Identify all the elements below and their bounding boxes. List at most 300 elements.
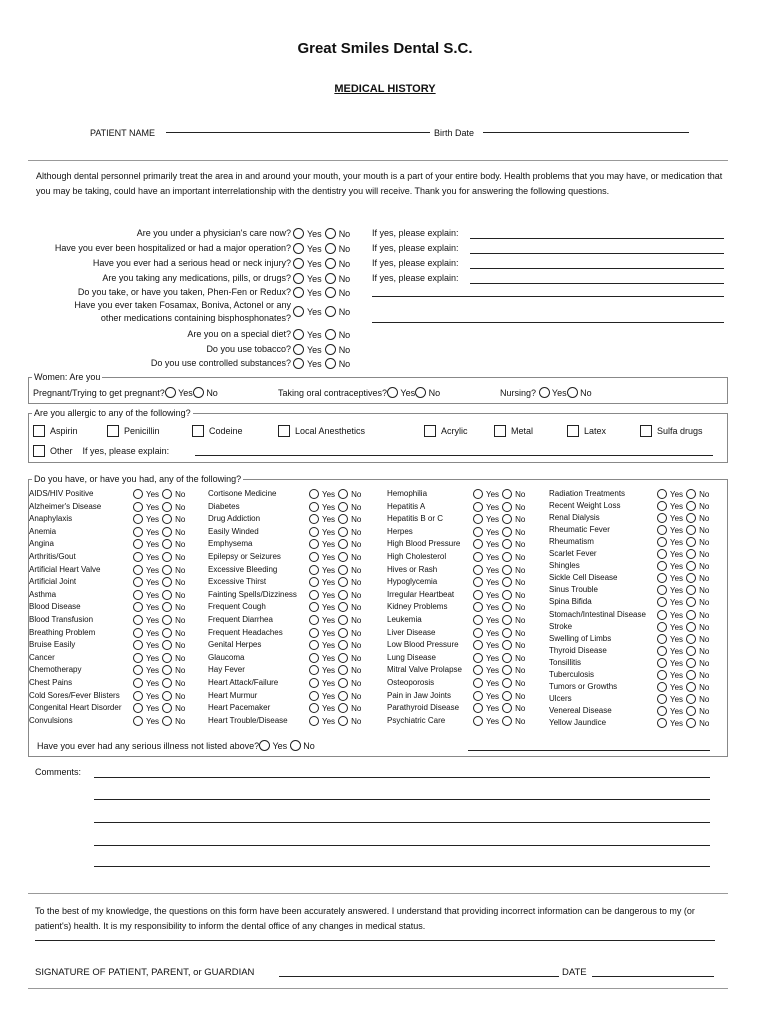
allergies-legend: Are you allergic to any of the following? (34, 408, 191, 418)
condition-no-radio[interactable] (686, 610, 696, 620)
condition-no-radio[interactable] (686, 501, 696, 511)
condition-no-radio[interactable] (502, 602, 512, 612)
condition-no-radio[interactable] (502, 703, 512, 713)
condition-yes-radio[interactable] (133, 577, 143, 587)
condition-no-radio[interactable] (162, 552, 172, 562)
condition-yes-radio[interactable] (133, 703, 143, 713)
condition-label: Mitral Valve Prolapse (387, 665, 462, 675)
condition-no-radio[interactable] (502, 539, 512, 549)
divider (28, 160, 728, 161)
yes-label: Yes (486, 490, 500, 499)
question-no-radio[interactable] (325, 258, 336, 269)
condition-no-radio[interactable] (686, 549, 696, 559)
condition-yes-radio[interactable] (133, 590, 143, 600)
yes-label: Yes (670, 514, 684, 524)
question-yes-radio[interactable] (293, 273, 304, 284)
condition-no-radio[interactable] (338, 565, 348, 575)
condition-no-radio[interactable] (338, 653, 348, 663)
condition-no-radio[interactable] (338, 577, 348, 587)
condition-yes-radio[interactable] (309, 565, 319, 575)
allergy-label: Sulfa drugs (657, 426, 703, 436)
condition-no-radio[interactable] (686, 706, 696, 716)
explain-field[interactable] (470, 253, 724, 254)
yes-label: Yes (486, 616, 500, 625)
condition-label: Hay Fever (208, 665, 245, 675)
condition-yes-radio[interactable] (473, 640, 483, 650)
condition-no-radio[interactable] (686, 561, 696, 571)
condition-no-radio[interactable] (162, 527, 172, 537)
condition-label: Pain in Jaw Joints (387, 690, 452, 700)
condition-label: Tumors or Growths (549, 681, 618, 691)
condition-yes-radio[interactable] (473, 565, 483, 575)
yes-label: Yes (670, 682, 684, 692)
contraceptives-yes-radio[interactable] (387, 387, 398, 398)
condition-yes-radio[interactable] (133, 527, 143, 537)
condition-label: Heart Pacemaker (208, 703, 271, 713)
condition-no-radio[interactable] (338, 615, 348, 625)
condition-no-radio[interactable] (338, 527, 348, 537)
condition-no-radio[interactable] (502, 527, 512, 537)
condition-yes-radio[interactable] (657, 537, 667, 547)
condition-yes-radio[interactable] (133, 565, 143, 575)
condition-no-radio[interactable] (338, 552, 348, 562)
question-yes-radio[interactable] (293, 287, 304, 298)
yes-label: Yes (322, 515, 336, 525)
no-label: No (699, 682, 710, 692)
condition-no-radio[interactable] (338, 539, 348, 549)
yes-label: Yes (307, 274, 322, 284)
condition-yes-no (657, 585, 709, 595)
condition-yes-radio[interactable] (473, 615, 483, 625)
clinic-title: Great Smiles Dental S.C. (297, 40, 473, 57)
condition-yes-radio[interactable] (309, 716, 319, 726)
condition-yes-no (657, 622, 709, 632)
no-label: No (515, 641, 526, 651)
condition-yes-radio[interactable] (473, 703, 483, 713)
question-yes-radio[interactable] (293, 258, 304, 269)
explain-field[interactable] (372, 296, 724, 297)
condition-yes-radio[interactable] (657, 682, 667, 692)
condition-yes-no (657, 537, 709, 547)
condition-label: Cancer (29, 652, 55, 662)
condition-yes-no (309, 514, 361, 524)
condition-yes-radio[interactable] (473, 602, 483, 612)
condition-no-radio[interactable] (162, 640, 172, 650)
question-no-radio[interactable] (325, 273, 336, 284)
condition-no-radio[interactable] (502, 514, 512, 524)
condition-no-radio[interactable] (686, 622, 696, 632)
condition-yes-radio[interactable] (473, 716, 483, 726)
condition-no-radio[interactable] (502, 678, 512, 688)
allergy-checkbox[interactable] (107, 425, 119, 437)
condition-yes-radio[interactable] (309, 527, 319, 537)
patient-name-field[interactable] (166, 132, 430, 133)
condition-yes-radio[interactable] (309, 577, 319, 587)
condition-yes-no (657, 670, 709, 680)
condition-yes-radio[interactable] (657, 634, 667, 644)
condition-label: Hypoglycemia (387, 577, 438, 587)
condition-no-radio[interactable] (686, 682, 696, 692)
explain-field[interactable] (470, 283, 724, 284)
condition-no-radio[interactable] (502, 552, 512, 562)
explain-label: If yes, please explain: (372, 228, 459, 238)
condition-yes-no (473, 628, 525, 638)
birth-date-label: Birth Date (434, 128, 475, 138)
condition-yes-radio[interactable] (473, 665, 483, 675)
condition-yes-radio[interactable] (473, 514, 483, 524)
condition-yes-radio[interactable] (309, 703, 319, 713)
no-label: No (351, 603, 362, 613)
condition-no-radio[interactable] (686, 718, 696, 728)
yes-label: Yes (670, 622, 684, 632)
condition-yes-radio[interactable] (133, 691, 143, 701)
condition-no-radio[interactable] (338, 590, 348, 600)
condition-no-radio[interactable] (686, 634, 696, 644)
condition-no-radio[interactable] (338, 602, 348, 612)
condition-yes-radio[interactable] (473, 489, 483, 499)
condition-no-radio[interactable] (162, 602, 172, 612)
condition-no-radio[interactable] (162, 665, 172, 675)
condition-no-radio[interactable] (162, 539, 172, 549)
condition-yes-radio[interactable] (133, 628, 143, 638)
comments-line[interactable] (94, 845, 710, 846)
condition-yes-radio[interactable] (657, 622, 667, 632)
condition-label: Leukemia (387, 615, 422, 624)
condition-yes-radio[interactable] (473, 502, 483, 512)
signature-field[interactable] (279, 976, 559, 977)
condition-no-radio[interactable] (502, 640, 512, 650)
allergy-checkbox[interactable] (33, 425, 45, 437)
condition-yes-radio[interactable] (133, 489, 143, 499)
allergy-label: Codeine (209, 426, 243, 436)
yes-label: Yes (146, 553, 160, 562)
contraceptives-no-radio[interactable] (415, 387, 426, 398)
condition-yes-radio[interactable] (309, 489, 319, 499)
condition-no-radio[interactable] (686, 513, 696, 523)
condition-yes-radio[interactable] (473, 552, 483, 562)
allergy-checkbox[interactable] (494, 425, 506, 437)
question-no-radio[interactable] (325, 358, 336, 369)
condition-no-radio[interactable] (502, 577, 512, 587)
condition-yes-radio[interactable] (473, 577, 483, 587)
yes-label: Yes (322, 578, 336, 588)
condition-no-radio[interactable] (338, 502, 348, 512)
condition-yes-radio[interactable] (133, 678, 143, 688)
condition-no-radio[interactable] (162, 502, 172, 512)
condition-no-radio[interactable] (162, 565, 172, 575)
yes-label: Yes (307, 288, 322, 298)
condition-no-radio[interactable] (338, 628, 348, 638)
comments-line[interactable] (94, 777, 710, 778)
condition-yes-radio[interactable] (309, 678, 319, 688)
condition-yes-radio[interactable] (309, 514, 319, 524)
yes-label: Yes (486, 527, 500, 537)
condition-yes-radio[interactable] (657, 706, 667, 716)
condition-yes-radio[interactable] (133, 653, 143, 663)
yes-label: Yes (486, 641, 500, 651)
question-yes-radio[interactable] (293, 228, 304, 239)
condition-yes-radio[interactable] (309, 615, 319, 625)
explain-field[interactable] (470, 238, 724, 239)
condition-no-radio[interactable] (162, 628, 172, 638)
condition-yes-radio[interactable] (133, 514, 143, 524)
condition-yes-radio[interactable] (657, 561, 667, 571)
yes-label: Yes (670, 586, 684, 596)
condition-yes-radio[interactable] (657, 670, 667, 680)
condition-no-radio[interactable] (338, 678, 348, 688)
condition-label: Fainting Spells/Dizziness (208, 589, 297, 599)
question-yes-radio[interactable] (293, 329, 304, 340)
condition-yes-radio[interactable] (473, 678, 483, 688)
no-label: No (515, 628, 526, 638)
allergy-option[interactable] (33, 425, 78, 437)
divider (28, 893, 728, 894)
condition-no-radio[interactable] (162, 590, 172, 600)
condition-no-radio[interactable] (686, 670, 696, 680)
condition-yes-no (657, 694, 709, 704)
condition-no-radio[interactable] (338, 665, 348, 675)
condition-no-radio[interactable] (502, 502, 512, 512)
condition-no-radio[interactable] (338, 691, 348, 701)
condition-no-radio[interactable] (162, 703, 172, 713)
condition-label: Diabetes (208, 501, 240, 511)
condition-yes-radio[interactable] (309, 602, 319, 612)
condition-yes-radio[interactable] (309, 552, 319, 562)
condition-yes-radio[interactable] (657, 694, 667, 704)
question-no-radio[interactable] (325, 243, 336, 254)
condition-yes-no (657, 646, 709, 656)
condition-yes-no (473, 502, 525, 512)
condition-no-radio[interactable] (686, 694, 696, 704)
condition-yes-radio[interactable] (657, 573, 667, 583)
no-label: No (175, 490, 186, 499)
condition-no-radio[interactable] (502, 628, 512, 638)
condition-yes-radio[interactable] (657, 658, 667, 668)
allergy-checkbox[interactable] (424, 425, 436, 437)
yes-label: Yes (322, 603, 336, 613)
condition-yes-no (133, 590, 185, 600)
condition-yes-radio[interactable] (133, 552, 143, 562)
question-yes-no (293, 306, 350, 317)
condition-yes-radio[interactable] (309, 590, 319, 600)
condition-yes-radio[interactable] (473, 691, 483, 701)
condition-no-radio[interactable] (338, 489, 348, 499)
condition-no-radio[interactable] (502, 565, 512, 575)
condition-no-radio[interactable] (162, 653, 172, 663)
condition-yes-no (309, 678, 361, 688)
condition-yes-no (133, 527, 185, 537)
divider (28, 988, 728, 989)
question-yes-radio[interactable] (293, 344, 304, 355)
no-label: No (338, 288, 351, 298)
condition-yes-radio[interactable] (657, 597, 667, 607)
pregnant-no-radio[interactable] (193, 387, 204, 398)
condition-no-radio[interactable] (686, 646, 696, 656)
yes-label: Yes (486, 679, 500, 688)
question-no-radio[interactable] (325, 329, 336, 340)
condition-yes-radio[interactable] (133, 716, 143, 726)
condition-label: Thyroid Disease (549, 645, 607, 655)
condition-yes-radio[interactable] (657, 646, 667, 656)
condition-yes-no (473, 678, 525, 688)
other-allergy-checkbox[interactable] (33, 445, 45, 457)
serious-illness-no-radio[interactable] (290, 740, 301, 751)
condition-yes-radio[interactable] (309, 539, 319, 549)
serious-illness-explain-field[interactable] (468, 750, 710, 751)
condition-yes-no (309, 628, 361, 638)
condition-yes-radio[interactable] (309, 502, 319, 512)
condition-yes-radio[interactable] (133, 640, 143, 650)
no-label: No (699, 658, 710, 668)
condition-yes-no (309, 527, 361, 537)
condition-label: High Cholesterol (387, 552, 447, 561)
condition-yes-radio[interactable] (657, 610, 667, 620)
condition-no-radio[interactable] (338, 703, 348, 713)
condition-yes-no (309, 691, 361, 701)
condition-yes-no (473, 602, 525, 612)
condition-label: Renal Dialysis (549, 513, 600, 523)
question-no-radio[interactable] (325, 344, 336, 355)
condition-no-radio[interactable] (502, 653, 512, 663)
question-yes-radio[interactable] (293, 358, 304, 369)
allergy-option[interactable] (192, 425, 243, 437)
condition-no-radio[interactable] (338, 716, 348, 726)
condition-yes-radio[interactable] (657, 549, 667, 559)
allergy-option[interactable] (494, 425, 533, 437)
condition-no-radio[interactable] (162, 691, 172, 701)
condition-yes-no (657, 682, 709, 692)
yes-label: Yes (178, 388, 193, 398)
condition-no-radio[interactable] (502, 691, 512, 701)
condition-no-radio[interactable] (686, 585, 696, 595)
condition-yes-radio[interactable] (473, 628, 483, 638)
condition-no-radio[interactable] (686, 658, 696, 668)
condition-no-radio[interactable] (162, 678, 172, 688)
condition-yes-no (309, 552, 361, 562)
condition-yes-radio[interactable] (309, 653, 319, 663)
yes-label: Yes (670, 538, 684, 548)
nursing-no-radio[interactable] (567, 387, 578, 398)
condition-no-radio[interactable] (502, 615, 512, 625)
condition-yes-radio[interactable] (657, 585, 667, 595)
condition-yes-radio[interactable] (309, 665, 319, 675)
condition-yes-radio[interactable] (309, 628, 319, 638)
comments-line[interactable] (94, 866, 710, 867)
condition-no-radio[interactable] (162, 716, 172, 726)
question-yes-no (293, 287, 350, 298)
allergy-option[interactable] (640, 425, 703, 437)
condition-no-radio[interactable] (686, 489, 696, 499)
condition-yes-no (309, 539, 361, 549)
question-yes-no (293, 273, 350, 284)
birth-date-field[interactable] (483, 132, 689, 133)
condition-yes-radio[interactable] (133, 539, 143, 549)
condition-yes-no (473, 552, 525, 562)
condition-yes-radio[interactable] (309, 691, 319, 701)
condition-yes-radio[interactable] (309, 640, 319, 650)
condition-yes-radio[interactable] (657, 513, 667, 523)
no-label: No (303, 741, 315, 751)
condition-no-radio[interactable] (162, 615, 172, 625)
condition-no-radio[interactable] (502, 665, 512, 675)
nursing-yes-radio[interactable] (539, 387, 550, 398)
other-allergy-explain-field[interactable] (195, 455, 713, 456)
condition-yes-no (309, 615, 361, 625)
allergy-checkbox[interactable] (567, 425, 579, 437)
allergy-checkbox[interactable] (192, 425, 204, 437)
no-label: No (338, 229, 351, 239)
question-yes-radio[interactable] (293, 243, 304, 254)
condition-yes-radio[interactable] (657, 718, 667, 728)
no-label: No (699, 598, 710, 608)
condition-yes-radio[interactable] (473, 590, 483, 600)
allergy-option[interactable] (278, 425, 365, 437)
allergy-option[interactable] (567, 425, 606, 437)
date-field[interactable] (592, 976, 714, 977)
no-label: No (338, 359, 351, 369)
no-label: No (351, 616, 362, 625)
condition-no-radio[interactable] (162, 514, 172, 524)
allergy-option[interactable] (107, 425, 160, 437)
condition-label: Genital Herpes (208, 640, 262, 650)
allergy-option[interactable] (424, 425, 468, 437)
condition-no-radio[interactable] (502, 716, 512, 726)
condition-no-radio[interactable] (338, 514, 348, 524)
condition-yes-no (657, 718, 709, 728)
condition-yes-radio[interactable] (473, 527, 483, 537)
condition-label: Anaphylaxis (29, 514, 73, 524)
condition-yes-radio[interactable] (133, 502, 143, 512)
condition-yes-no (473, 565, 525, 575)
no-label: No (699, 586, 710, 596)
explain-field[interactable] (470, 268, 724, 269)
yes-label: Yes (307, 307, 322, 317)
question-label: Do you use tobacco? (206, 344, 291, 354)
pregnant-yes-radio[interactable] (165, 387, 176, 398)
allergy-checkbox[interactable] (640, 425, 652, 437)
question-yes-radio[interactable] (293, 306, 304, 317)
serious-illness-yes-radio[interactable] (259, 740, 270, 751)
condition-yes-radio[interactable] (133, 615, 143, 625)
condition-yes-radio[interactable] (657, 489, 667, 499)
condition-yes-radio[interactable] (133, 602, 143, 612)
comments-line[interactable] (94, 799, 710, 800)
question-no-radio[interactable] (325, 228, 336, 239)
question-no-radio[interactable] (325, 306, 336, 317)
yes-label: Yes (146, 716, 160, 726)
condition-no-radio[interactable] (162, 489, 172, 499)
condition-yes-radio[interactable] (657, 501, 667, 511)
condition-no-radio[interactable] (686, 573, 696, 583)
question-no-radio[interactable] (325, 287, 336, 298)
condition-no-radio[interactable] (686, 537, 696, 547)
allergy-checkbox[interactable] (278, 425, 290, 437)
condition-yes-radio[interactable] (133, 665, 143, 675)
condition-no-radio[interactable] (686, 597, 696, 607)
explain-field[interactable] (372, 322, 724, 323)
no-label: No (699, 490, 710, 499)
condition-no-radio[interactable] (686, 525, 696, 535)
condition-yes-radio[interactable] (657, 525, 667, 535)
no-label: No (175, 540, 186, 550)
comments-line[interactable] (94, 822, 710, 823)
condition-yes-radio[interactable] (473, 653, 483, 663)
condition-yes-radio[interactable] (473, 539, 483, 549)
condition-no-radio[interactable] (502, 590, 512, 600)
condition-no-radio[interactable] (162, 577, 172, 587)
condition-no-radio[interactable] (338, 640, 348, 650)
condition-no-radio[interactable] (502, 489, 512, 499)
